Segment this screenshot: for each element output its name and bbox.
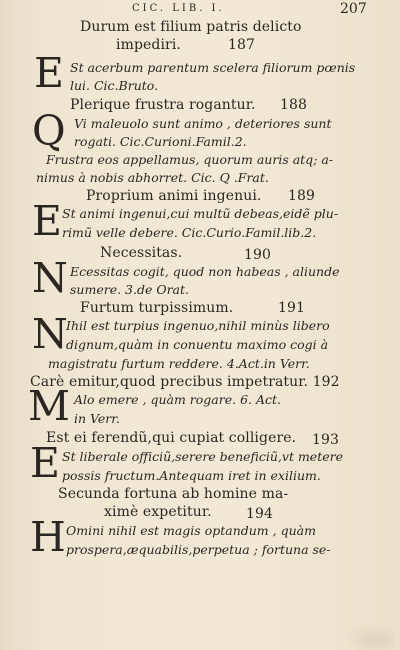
entry-191-heading: Furtum turpissimum. — [80, 300, 234, 316]
paper-stain — [344, 624, 394, 650]
entry-193-text: St liberale officiũ,serere beneficiũ,vt metere — [62, 449, 343, 464]
entry-194-number: 194 — [246, 506, 274, 522]
entry-192-text: Alo emere , quàm rogare. 6. Act. — [74, 392, 281, 407]
entry-194-text-2: prospera,æquabilis,perpetua ; fortuna se- — [66, 542, 331, 557]
initial-e-drop-cap-3: E — [30, 439, 60, 487]
entry-188-source: rogati. Cic.Curioni.Famil.2. — [74, 134, 247, 149]
entry-187-heading-cont: impediri. — [116, 37, 181, 53]
entry-194-heading-cont: ximè expetitur. — [104, 504, 212, 520]
entry-193-heading: Est ei ferendũ,qui cupiat colligere. — [46, 430, 297, 446]
entry-189-text: St animi ingenui,cui multũ debeas,eidẽ plu- — [62, 206, 339, 221]
entry-188-text: Vi maleuolo sunt animo , deteriores sunt — [74, 116, 332, 131]
initial-m-drop-cap: M — [28, 382, 70, 430]
entry-191-source: magistratu furtum reddere. 4.Act.in Verr. — [48, 356, 310, 371]
entry-188-source-2: nimus à nobis abhorret. Cic. Q .Frat. — [36, 170, 269, 185]
initial-q-drop-cap: Q — [32, 107, 66, 155]
entry-192-heading: Carè emitur,quod precibus impetratur. 192 — [30, 374, 340, 390]
entry-189-number: 189 — [288, 188, 316, 204]
entry-189-source: rimũ velle debere. Cic.Curio.Famil.lib.2. — [62, 225, 317, 240]
entry-190-source: sumere. 3.de Orat. — [70, 282, 190, 297]
page-number: 207 — [340, 1, 367, 17]
entry-187-text: St acerbum parentum scelera filiorum pœnis — [70, 60, 356, 75]
entry-190-heading: Necessitas. — [100, 245, 183, 261]
initial-n-drop-cap: N — [32, 254, 68, 302]
entry-193-number: 193 — [312, 432, 340, 448]
entry-188-heading: Plerique frustra rogantur. — [70, 97, 256, 113]
entry-192-source: in Verr. — [74, 411, 120, 426]
entry-188-number: 188 — [280, 97, 308, 113]
entry-191-number: 191 — [278, 300, 306, 316]
entry-191-text-2: dignum,quàm in conuentu maximo cogi à — [66, 337, 329, 352]
entry-194-heading: Secunda fortuna ab homine ma- — [58, 486, 289, 502]
entry-187-number: 187 — [228, 37, 256, 53]
entry-193-source: possis fructum.Antequam iret in exilium. — [62, 468, 321, 483]
entry-194-text: Omini nihil est magis optandum , quàm — [66, 523, 316, 538]
initial-e-drop-cap-2: E — [32, 197, 62, 245]
entry-189-heading: Proprium animi ingenui. — [86, 188, 262, 204]
initial-n-drop-cap-2: N — [32, 310, 68, 358]
entry-190-text: Ecessitas cogit, quod non habeas , aliunde — [70, 264, 340, 279]
entry-187-heading: Durum est filium patris delicto — [80, 19, 302, 35]
entry-187-source: lui. Cic.Bruto. — [70, 78, 159, 93]
entry-191-text: Ihil est turpius ingenuo,nihil minùs libero — [66, 318, 330, 333]
initial-e-drop-cap: E — [34, 49, 64, 97]
entry-190-number: 190 — [244, 247, 272, 263]
entry-188-text-2: Frustra eos appellamus, quorum auris atq; a- — [46, 152, 334, 167]
initial-h-drop-cap: H — [30, 513, 66, 561]
running-title: CIC. LIB. I. — [132, 3, 225, 14]
